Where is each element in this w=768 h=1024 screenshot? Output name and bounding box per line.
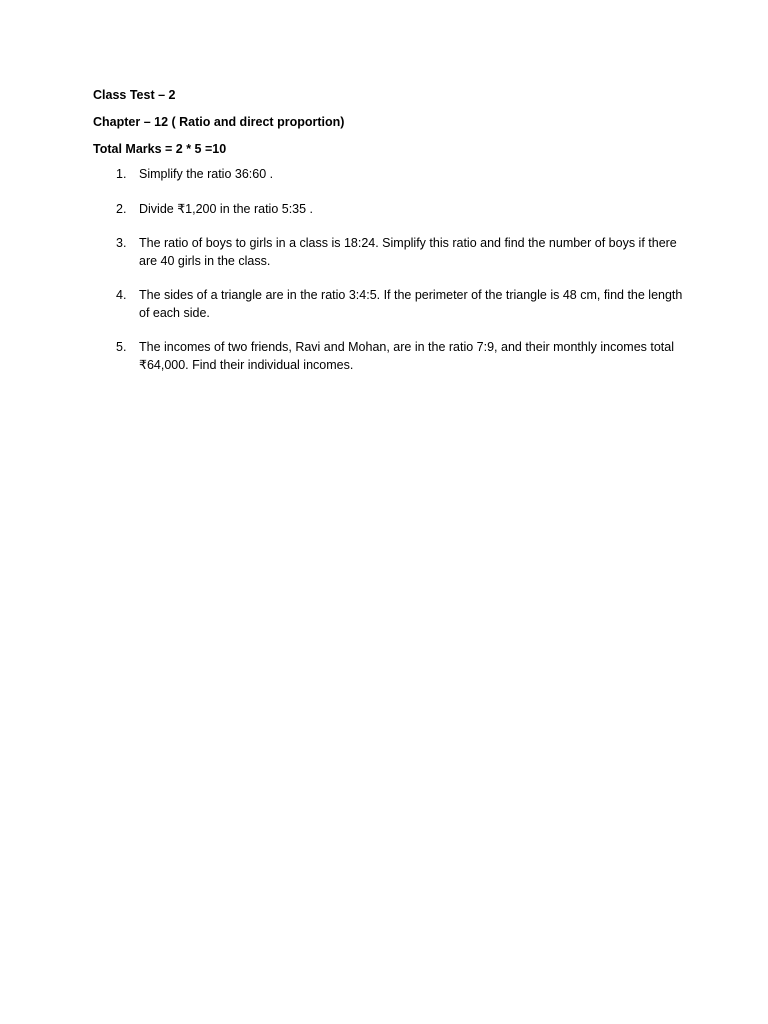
question-item bbox=[93, 235, 683, 270]
question-number: 1. bbox=[116, 167, 127, 181]
question-text: The ratio of boys to girls in a class is 18:24. Simplify this ratio and find the number of boys if there are 40 girls in the class. bbox=[139, 236, 677, 268]
question-item bbox=[93, 339, 683, 374]
question-number: 2. bbox=[116, 201, 127, 216]
total-marks: Total Marks = 2 * 5 =10 bbox=[93, 142, 227, 156]
question-item bbox=[93, 201, 683, 219]
question-text: The sides of a triangle are in the ratio 3:4:5. If the perimeter of the triangle is 48 cm, find the length of each side. bbox=[139, 288, 683, 320]
question-number: 4. bbox=[116, 288, 127, 302]
question-item bbox=[93, 166, 683, 184]
question-item bbox=[93, 287, 683, 322]
question-text: Divide ₹1,200 in the ratio 5:35 . bbox=[139, 201, 314, 216]
test-title: Class Test – 2 bbox=[93, 88, 176, 102]
question-text: The incomes of two friends, Ravi and Mohan, are in the ratio 7:9, and their monthly incomes total ₹64,000. Find their individual incomes. bbox=[139, 340, 674, 372]
question-number: 3. bbox=[116, 236, 127, 250]
question-list bbox=[93, 166, 683, 374]
question-text: Simplify the ratio 36:60 . bbox=[139, 167, 274, 181]
question-number: 5. bbox=[116, 340, 127, 354]
chapter-heading: Chapter – 12 ( Ratio and direct proportion) bbox=[93, 115, 345, 129]
document-body bbox=[93, 87, 683, 391]
